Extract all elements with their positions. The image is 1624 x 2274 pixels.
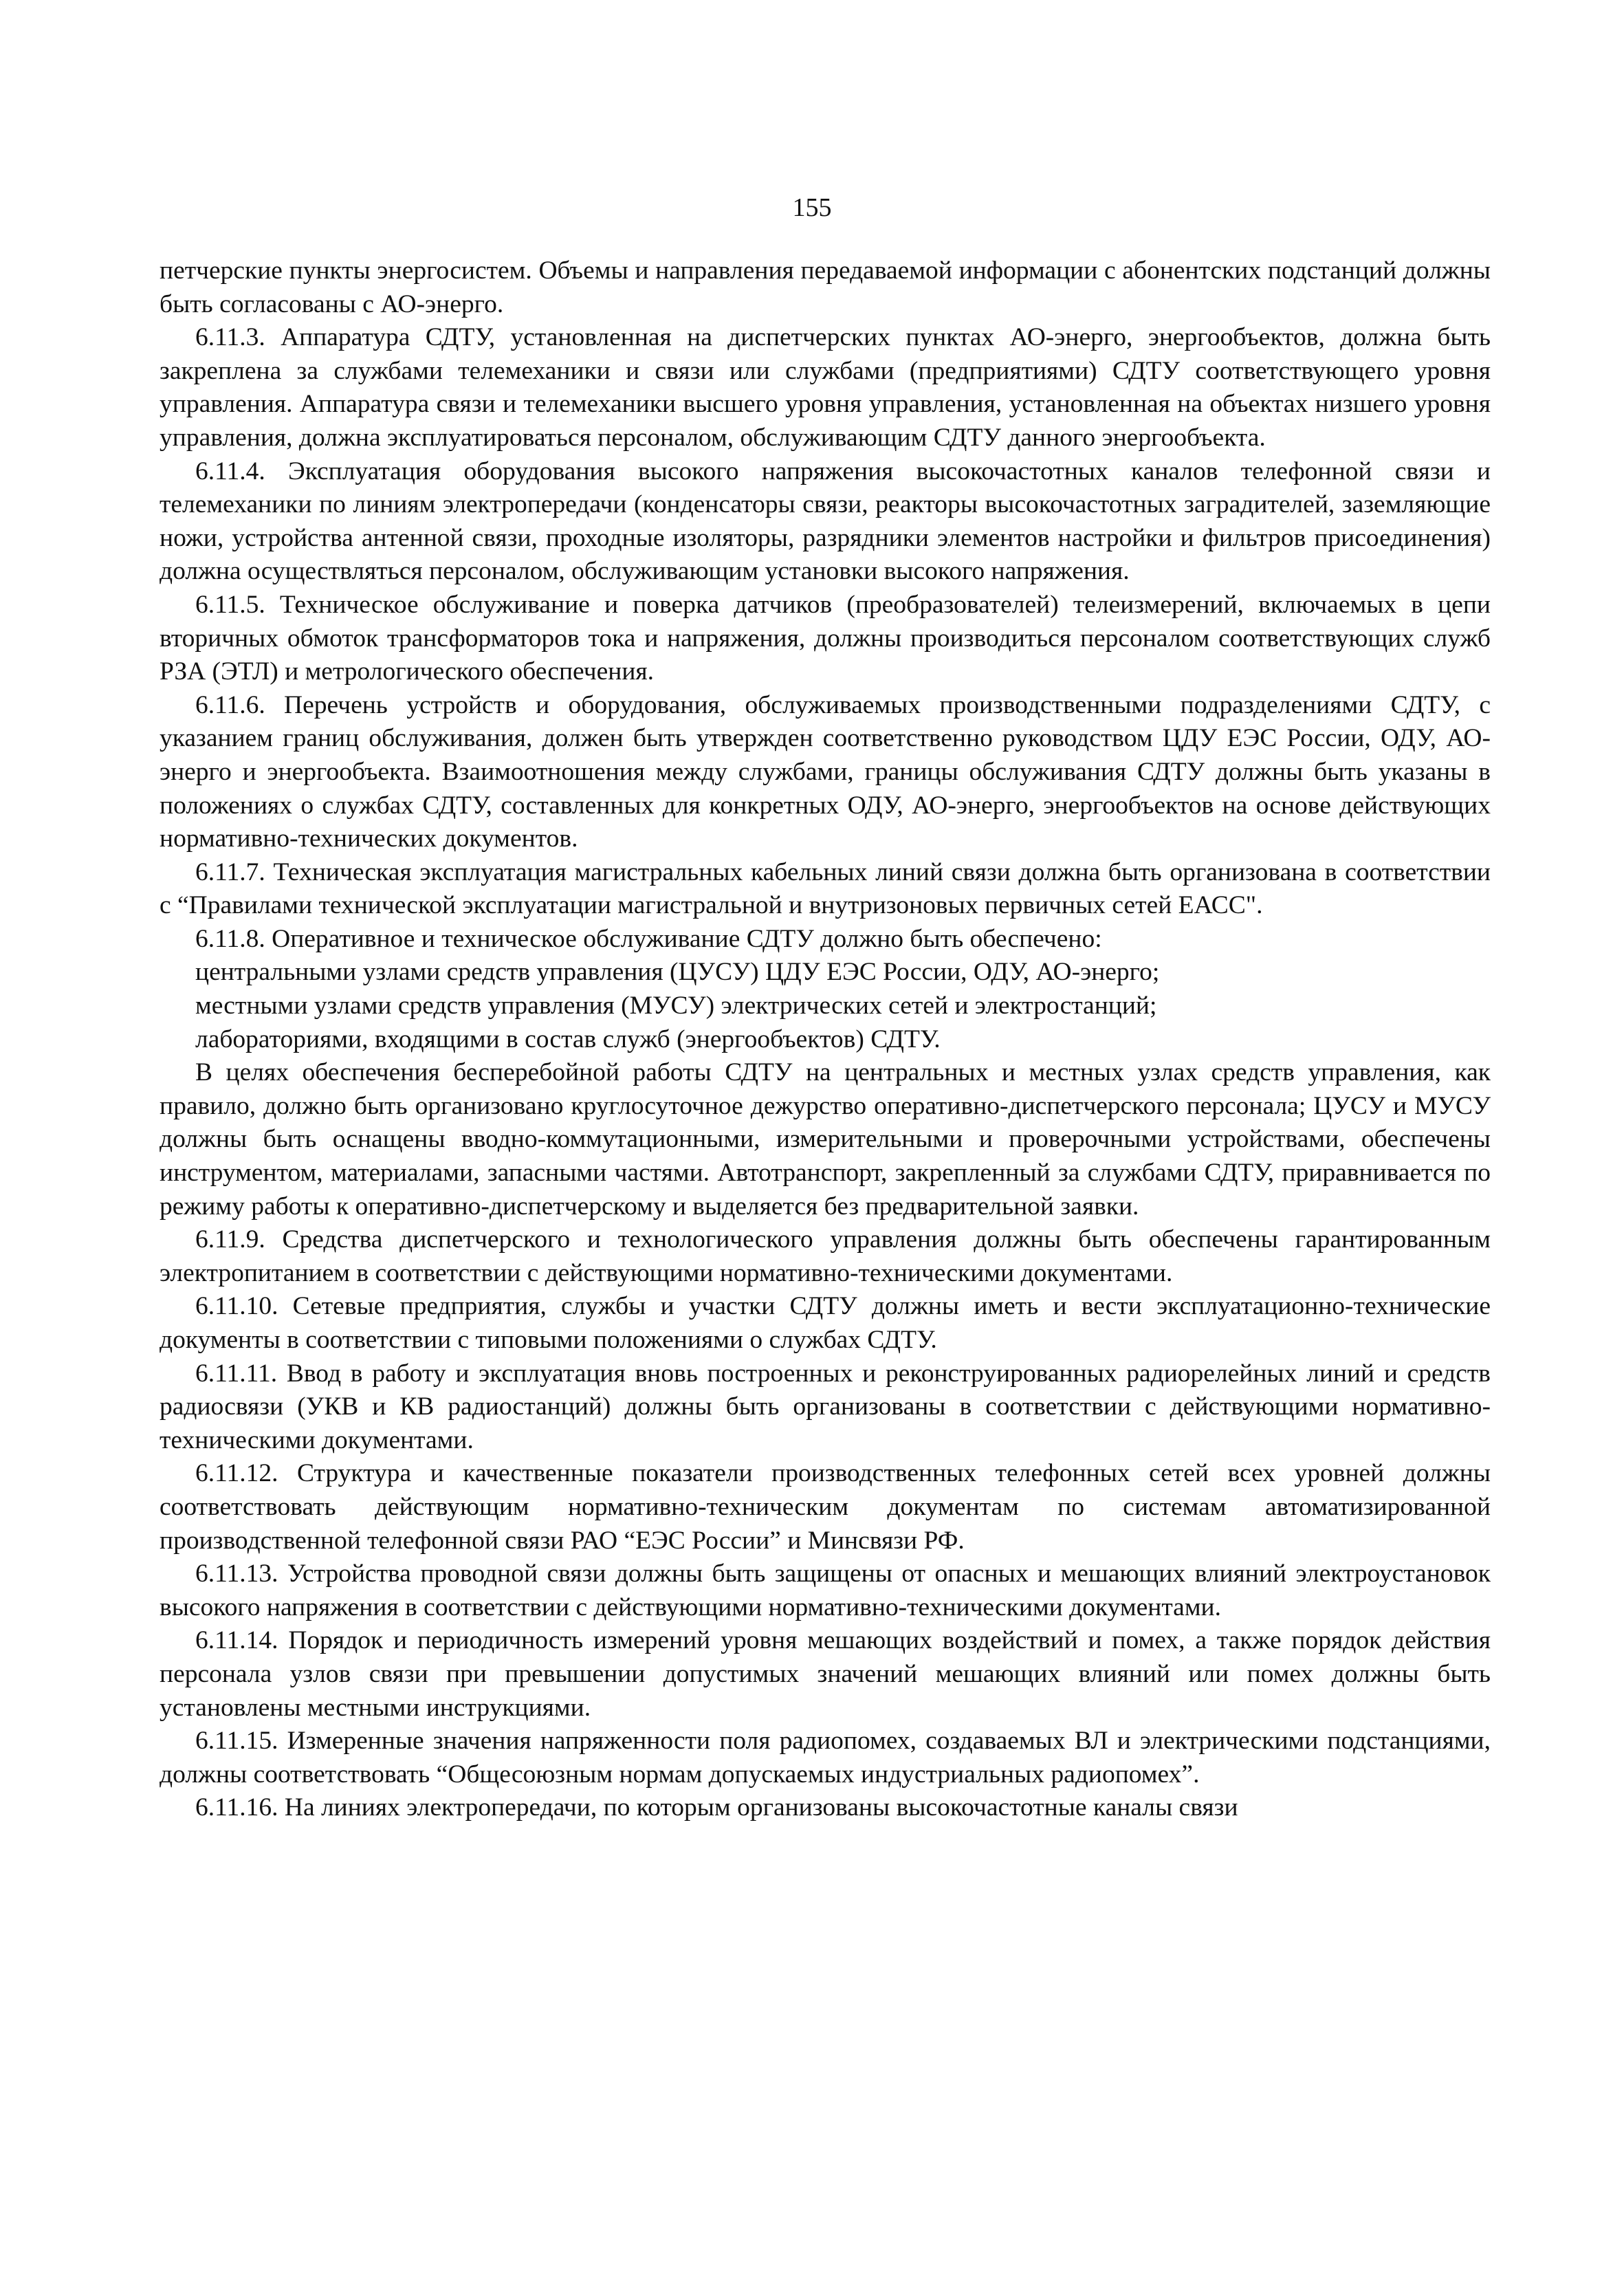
- paragraph-6-11-15: 6.11.15. Измеренные значения напряженности поля радиопомех, создаваемых ВЛ и электрическими подстанциями, должны соответствовать “Общесоюзным нормам допускаемых индустриальных радиопомех”.: [160, 1727, 1491, 1789]
- paragraph-6-11-3: 6.11.3. Аппаратура СДТУ, установленная на диспетчерских пунктах АО-энерго, энергообъектов, должна быть закреплена за службами телемеханики и связи или службами (предприятиями) СДТУ соответствующего уровня управления. Аппаратура связи и телемеханики высшего уровня управления, установленная на объектах низшего уровня управления, должна эксплуатироваться персоналом, обслуживающим СДТУ данного энергообъекта.: [160, 323, 1491, 452]
- paragraph-duty: В целях обеспечения бесперебойной работы СДТУ на центральных и местных узлах средств управления, как правило, должно быть организовано круглосуточное дежурство оперативно-диспетчерского персонала; ЦУСУ и МУСУ должны быть оснащены вводно-коммутационными, измерительными и проверочными устройствами, обеспечены инструментом, материалами, запасными частями. Автотранспорт, закрепленный за службами СДТУ, приравнивается по режиму работы к оперативно-диспетчерскому и выделяется без предварительной заявки.: [160, 1058, 1491, 1221]
- document-body: [160, 254, 1491, 1825]
- paragraph-6-11-11: 6.11.11. Ввод в работу и эксплуатация вновь построенных и реконструированных радиорелейных линий и средств радиосвязи (УКВ и КВ радиостанций) должны быть организованы в соответствии с действующими нормативно-техническими документами.: [160, 1359, 1491, 1454]
- paragraph-6-11-7: 6.11.7. Техническая эксплуатация магистральных кабельных линий связи должна быть организована в соответствии с “Правилами технической эксплуатации магистральной и внутризоновых первичных сетей ЕАСС".: [160, 857, 1491, 920]
- list-item-cusu: центральными узлами средств управления (ЦУСУ) ЦДУ ЕЭС России, ОДУ, АО-энерго;: [195, 958, 1160, 987]
- paragraph-6-11-13: 6.11.13. Устройства проводной связи должны быть защищены от опасных и мешающих влияний электроустановок высокого напряжения в соответствии с действующими нормативно-техническими документами.: [160, 1560, 1491, 1621]
- paragraph-6-11-12: 6.11.12. Структура и качественные показатели производственных телефонных сетей всех уровней должны соответствовать действующим нормативно-техническим документам по системам автоматизированной производственной телефонной связи РАО “ЕЭС России” и Минсвязи РФ.: [160, 1459, 1491, 1555]
- paragraph-continuation: петчерские пункты энергосистем. Объемы и направления передаваемой информации с абонентских подстанций должны быть согласованы с АО-энерго.: [160, 256, 1491, 318]
- list-item-laboratories: лабораториями, входящими в состав служб (энергообъектов) СДТУ.: [195, 1025, 941, 1053]
- list-item-musu: местными узлами средств управления (МУСУ) электрических сетей и электростанций;: [195, 992, 1157, 1020]
- paragraph-6-11-6: 6.11.6. Перечень устройств и оборудования, обслуживаемых производственными подразделениями СДТУ, с указанием границ обслуживания, должен быть утвержден соответственно руководством ЦДУ ЕЭС России, ОДУ, АО-энерго и энергообъекта. Взаимоотношения между службами, границы обслуживания СДТУ должны быть указаны в положениях о службах СДТУ, составленных для конкретных ОДУ, АО-энерго, энергообъектов на основе действующих нормативно-технических документов.: [160, 690, 1491, 853]
- paragraph-6-11-8: 6.11.8. Оперативное и техническое обслуживание СДТУ должно быть обеспечено:: [195, 924, 1102, 953]
- page-number: 155: [792, 193, 832, 222]
- paragraph-6-11-16: 6.11.16. На линиях электропередачи, по которым организованы высокочастотные каналы связи: [195, 1793, 1238, 1822]
- paragraph-6-11-14: 6.11.14. Порядок и периодичность измерений уровня мешающих воздействий и помех, а также порядок действия персонала узлов связи при превышении допустимых значений мешающих влияний или помех должны быть установлены местными инструкциями.: [160, 1626, 1491, 1722]
- paragraph-6-11-10: 6.11.10. Сетевые предприятия, службы и участки СДТУ должны иметь и вести эксплуатационно-технические документы в соответствии с типовыми положениями о службах СДТУ.: [160, 1292, 1491, 1354]
- paragraph-6-11-4: 6.11.4. Эксплуатация оборудования высокого напряжения высокочастотных каналов телефонной связи и телемеханики по линиям электропередачи (конденсаторы связи, реакторы высокочастотных заградителей, заземляющие ножи, устройства антенной связи, проходные изоляторы, разрядники элементов настройки и фильтров присоединения) должна осуществляться персоналом, обслуживающим установки высокого напряжения.: [160, 457, 1491, 586]
- paragraph-6-11-9: 6.11.9. Средства диспетчерского и технологического управления должны быть обеспечены гарантированным электропитанием в соответствии с действующими нормативно-техническими документами.: [160, 1225, 1491, 1287]
- paragraph-6-11-5: 6.11.5. Техническое обслуживание и поверка датчиков (преобразователей) телеизмерений, включаемых в цепи вторичных обмоток трансформаторов тока и напряжения, должны производиться персоналом соответствующих служб РЗА (ЭТЛ) и метрологического обеспечения.: [160, 590, 1491, 686]
